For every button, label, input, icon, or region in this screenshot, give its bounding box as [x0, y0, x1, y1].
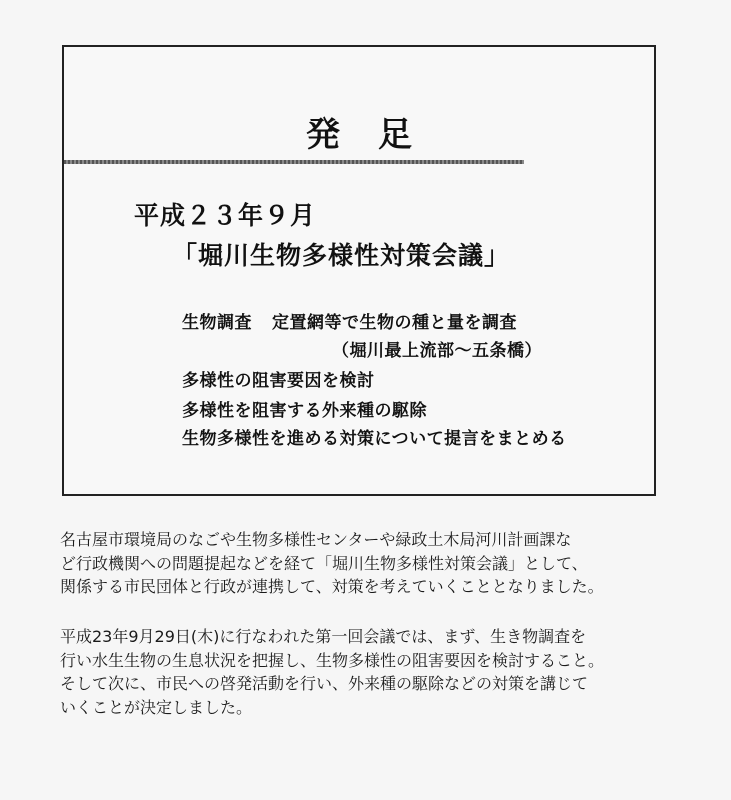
announcement-box	[62, 45, 656, 496]
paragraph-line: いくことが決定しました。	[60, 697, 253, 717]
list-item-survey-range: （堀川最上流部～五条橋）	[332, 341, 542, 361]
list-item-removal: 多様性を阻害する外来種の駆除	[182, 401, 427, 421]
list-item-study: 多様性の阻害要因を検討	[182, 371, 375, 391]
paragraph-line: そして次に、市民への啓発活動を行い、外来種の駆除などの対策を講じて	[60, 674, 589, 693]
paragraph-line: 平成23年9月29日(木)に行なわれた第一回会議では、まず、生き物調査を	[60, 627, 587, 646]
paragraph-line: 名古屋市環境局のなごや生物多様性センターや緑政土木局河川計画課な	[60, 530, 572, 549]
council-name: 「堀川生物多様性対策会議」	[172, 241, 511, 270]
box-title: 発足	[306, 115, 450, 155]
founding-date: 平成２３年９月	[134, 201, 317, 230]
list-item-label: 生物調査	[182, 313, 252, 333]
list-item-survey	[182, 311, 517, 335]
paragraph-line: 関係する市民団体と行政が連携して、対策を考えていくこととなりました。	[60, 577, 604, 596]
body-paragraph-2	[60, 625, 700, 719]
list-item-detail: 定置網等で生物の種と量を調査	[272, 313, 517, 333]
list-item-proposal: 生物多様性を進める対策について提言をまとめる	[182, 429, 567, 449]
paragraph-line: 行い水生生物の生息状況を把握し、生物多様性の阻害要因を検討すること。	[60, 650, 605, 670]
body-paragraph-1	[60, 528, 700, 599]
title-underline	[64, 160, 524, 164]
paragraph-line: ど行政機関への問題提起などを経て「堀川生物多様性対策会議」として、	[60, 553, 588, 573]
